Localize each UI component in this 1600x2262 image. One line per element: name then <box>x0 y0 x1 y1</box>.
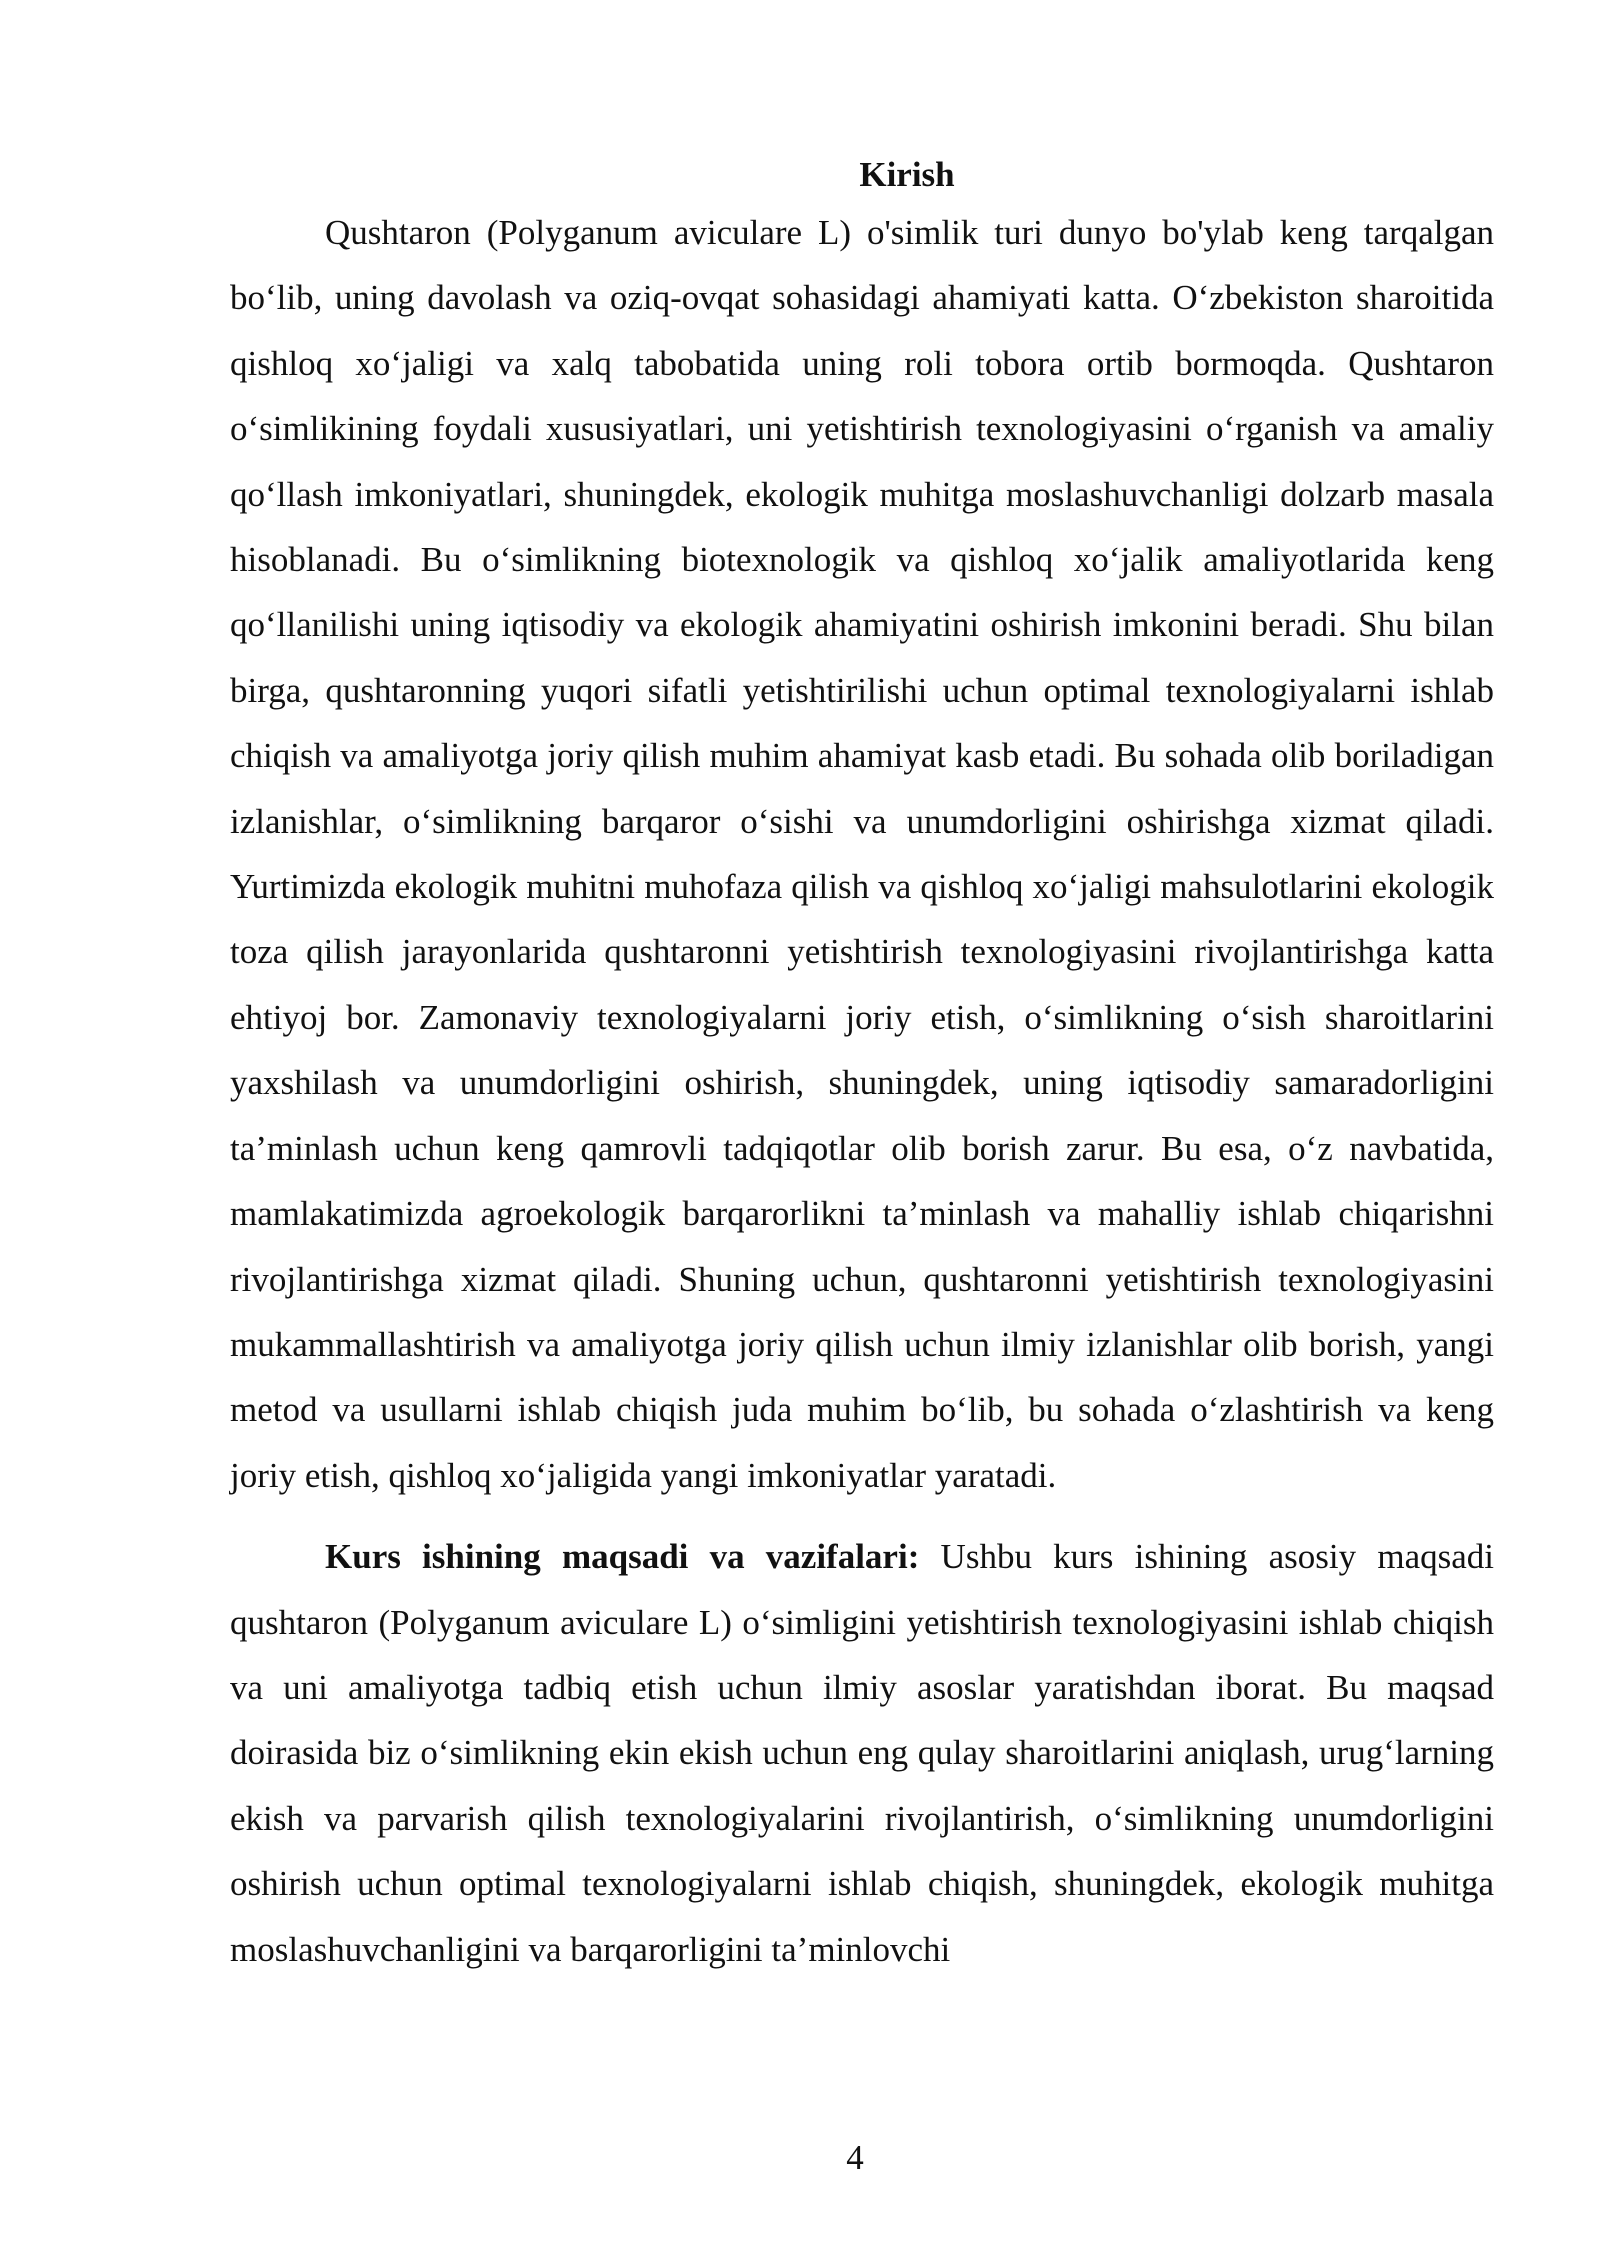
goals-heading: Kurs ishining maqsadi va vazifalari: <box>325 1537 920 1577</box>
page-number: 4 <box>846 2138 864 2177</box>
page-content <box>230 150 1494 1982</box>
goals-body: Ushbu kurs ishining asosiy maqsadi qushtaron (Polyganum aviculare L) o‘simligini yetishtirish texnologiyasini ishlab chiqish va uni amaliyotga tadbiq etish uchun ilmiy asoslar yaratishdan iborat. Bu maqsad doirasida biz o‘simlikning ekin ekish uchun eng qulay sharoitlarini aniqlash, urug‘larning ekish va parvarish qilish texnologiyalarini rivojlantirish, o‘simlikning unumdorligini oshirish uchun optimal texnologiyalarni ishlab chiqish, shuningdek, ekologik muhitga moslashuvchanligini va barqarorligini ta’minlovchi <box>230 1537 1494 1969</box>
section-title: Kirish <box>859 155 955 194</box>
intro-paragraph: Qushtaron (Polyganum aviculare L) o'simlik turi dunyo bo'ylab keng tarqalgan bo‘lib, uning davolash va oziq-ovqat sohasidagi ahamiyati katta. O‘zbekiston sharoitida qishloq xo‘jaligi va xalq tabobatida uning roli tobora ortib bormoqda. Qushtaron o‘simlikining foydali xususiyatlari, uni yetishtirish texnologiyasini o‘rganish va amaliy qo‘llash imkoniyatlari, shuningdek, ekologik muhitga moslashuvchanligi dolzarb masala hisoblanadi. Bu o‘simlikning biotexnologik va qishloq xo‘jalik amaliyotlarida keng qo‘llanilishi uning iqtisodiy va ekologik ahamiyatini oshirish imkonini beradi. Shu bilan birga, qushtaronning yuqori sifatli yetishtirilishi uchun optimal texnologiyalarni ishlab chiqish va amaliyotga joriy qilish muhim ahamiyat kasb etadi. Bu sohada olib boriladigan izlanishlar, o‘simlikning barqaror o‘sishi va unumdorligini oshirishga xizmat qiladi. Yurtimizda ekologik muhitni muhofaza qilish va qishloq xo‘jaligi mahsulotlarini ekologik toza qilish jarayonlarida qushtaronni yetishtirish texnologiyasini rivojlantirishga katta ehtiyoj bor. Zamonaviy texnologiyalarni joriy etish, o‘simlikning o‘sish sharoitlarini yaxshilash va unumdorligini oshirish, shuningdek, uning iqtisodiy samaradorligini ta’minlash uchun keng qamrovli tadqiqotlar olib borish zarur. Bu esa, o‘z navbatida, mamlakatimizda agroekologik barqarorlikni ta’minlash va mahalliy ishlab chiqarishni rivojlantirishga xizmat qiladi. Shuning uchun, qushtaronni yetishtirish texnologiyasini mukammallashtirish va amaliyotga joriy qilish uchun ilmiy izlanishlar olib borish, yangi metod va usullarni ishlab chiqish juda muhim bo‘lib, bu sohada o‘zlashtirish va keng joriy etish, qishloq xo‘jaligida yangi imkoniyatlar yaratadi. <box>230 213 1494 1495</box>
goals-paragraph <box>230 1524 1494 1982</box>
